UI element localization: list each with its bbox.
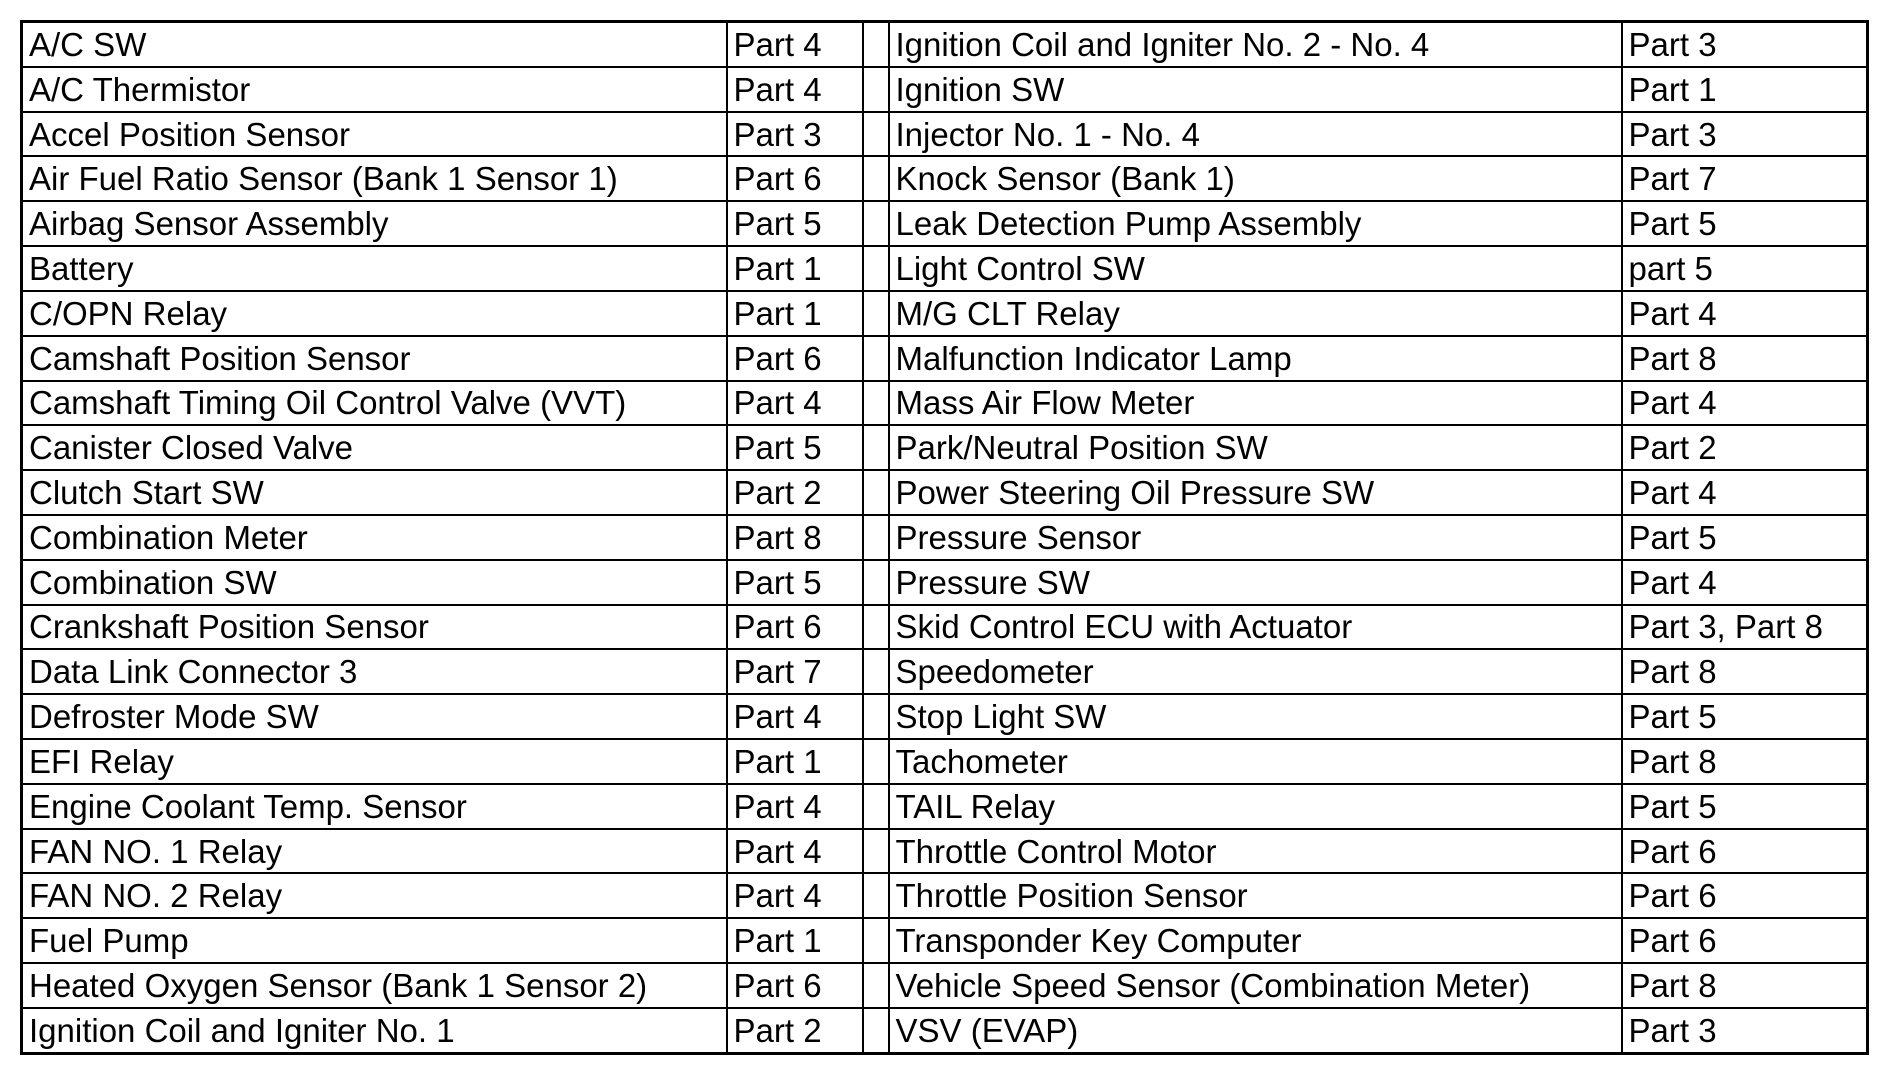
right-part-reference: Part 5 xyxy=(1622,784,1868,829)
right-part-reference: Part 8 xyxy=(1622,649,1868,694)
left-component-name: Airbag Sensor Assembly xyxy=(22,201,727,246)
right-part-reference: part 5 xyxy=(1622,246,1868,291)
right-part-reference: Part 5 xyxy=(1622,694,1868,739)
column-gap xyxy=(863,649,889,694)
left-part-reference: Part 6 xyxy=(727,156,863,201)
right-part-reference: Part 6 xyxy=(1622,918,1868,963)
left-part-reference: Part 6 xyxy=(727,605,863,650)
left-component-name: Fuel Pump xyxy=(22,918,727,963)
left-component-name: C/OPN Relay xyxy=(22,291,727,336)
right-component-name: Throttle Control Motor xyxy=(889,829,1622,874)
column-gap xyxy=(863,246,889,291)
right-component-name: Leak Detection Pump Assembly xyxy=(889,201,1622,246)
right-part-reference: Part 8 xyxy=(1622,336,1868,381)
table-row xyxy=(22,560,1868,605)
right-part-reference: Part 1 xyxy=(1622,67,1868,112)
right-part-reference: Part 5 xyxy=(1622,201,1868,246)
table-row xyxy=(22,156,1868,201)
table-row xyxy=(22,694,1868,739)
right-component-name: Ignition Coil and Igniter No. 2 - No. 4 xyxy=(889,22,1622,67)
right-component-name: Light Control SW xyxy=(889,246,1622,291)
right-component-name: Injector No. 1 - No. 4 xyxy=(889,112,1622,157)
left-component-name: Battery xyxy=(22,246,727,291)
left-part-reference: Part 4 xyxy=(727,873,863,918)
table-row xyxy=(22,1008,1868,1054)
left-part-reference: Part 6 xyxy=(727,963,863,1008)
table-row xyxy=(22,246,1868,291)
left-component-name: Engine Coolant Temp. Sensor xyxy=(22,784,727,829)
table-row xyxy=(22,67,1868,112)
left-part-reference: Part 1 xyxy=(727,739,863,784)
table-row xyxy=(22,291,1868,336)
table-row xyxy=(22,201,1868,246)
column-gap xyxy=(863,605,889,650)
right-part-reference: Part 5 xyxy=(1622,515,1868,560)
left-component-name: Accel Position Sensor xyxy=(22,112,727,157)
column-gap xyxy=(863,381,889,426)
table-row xyxy=(22,605,1868,650)
column-gap xyxy=(863,67,889,112)
left-component-name: Data Link Connector 3 xyxy=(22,649,727,694)
left-component-name: EFI Relay xyxy=(22,739,727,784)
left-component-name: Ignition Coil and Igniter No. 1 xyxy=(22,1008,727,1054)
left-part-reference: Part 3 xyxy=(727,112,863,157)
right-component-name: Skid Control ECU with Actuator xyxy=(889,605,1622,650)
right-part-reference: Part 4 xyxy=(1622,381,1868,426)
column-gap xyxy=(863,739,889,784)
table-row xyxy=(22,425,1868,470)
left-part-reference: Part 2 xyxy=(727,1008,863,1054)
table-row xyxy=(22,918,1868,963)
table-row xyxy=(22,22,1868,67)
right-component-name: Speedometer xyxy=(889,649,1622,694)
left-component-name: A/C SW xyxy=(22,22,727,67)
left-part-reference: Part 4 xyxy=(727,829,863,874)
right-component-name: Malfunction Indicator Lamp xyxy=(889,336,1622,381)
right-part-reference: Part 3 xyxy=(1622,22,1868,67)
left-component-name: Air Fuel Ratio Sensor (Bank 1 Sensor 1) xyxy=(22,156,727,201)
left-part-reference: Part 4 xyxy=(727,784,863,829)
column-gap xyxy=(863,560,889,605)
right-part-reference: Part 4 xyxy=(1622,291,1868,336)
right-component-name: Power Steering Oil Pressure SW xyxy=(889,470,1622,515)
column-gap xyxy=(863,425,889,470)
right-component-name: Park/Neutral Position SW xyxy=(889,425,1622,470)
left-component-name: Heated Oxygen Sensor (Bank 1 Sensor 2) xyxy=(22,963,727,1008)
column-gap xyxy=(863,873,889,918)
column-gap xyxy=(863,694,889,739)
column-gap xyxy=(863,201,889,246)
table-row xyxy=(22,515,1868,560)
table-row xyxy=(22,784,1868,829)
left-part-reference: Part 4 xyxy=(727,67,863,112)
left-component-name: Combination Meter xyxy=(22,515,727,560)
right-part-reference: Part 3 xyxy=(1622,1008,1868,1054)
right-component-name: Transponder Key Computer xyxy=(889,918,1622,963)
table-row xyxy=(22,336,1868,381)
column-gap xyxy=(863,22,889,67)
left-part-reference: Part 1 xyxy=(727,291,863,336)
right-component-name: Pressure SW xyxy=(889,560,1622,605)
table-row xyxy=(22,649,1868,694)
left-component-name: Defroster Mode SW xyxy=(22,694,727,739)
right-part-reference: Part 2 xyxy=(1622,425,1868,470)
left-part-reference: Part 8 xyxy=(727,515,863,560)
right-component-name: VSV (EVAP) xyxy=(889,1008,1622,1054)
left-component-name: Crankshaft Position Sensor xyxy=(22,605,727,650)
column-gap xyxy=(863,963,889,1008)
table-row xyxy=(22,829,1868,874)
left-component-name: Canister Closed Valve xyxy=(22,425,727,470)
left-part-reference: Part 4 xyxy=(727,694,863,739)
column-gap xyxy=(863,918,889,963)
column-gap xyxy=(863,515,889,560)
left-part-reference: Part 1 xyxy=(727,246,863,291)
left-component-name: Camshaft Timing Oil Control Valve (VVT) xyxy=(22,381,727,426)
table-row xyxy=(22,873,1868,918)
table-row xyxy=(22,112,1868,157)
column-gap xyxy=(863,1008,889,1054)
right-component-name: TAIL Relay xyxy=(889,784,1622,829)
left-part-reference: Part 4 xyxy=(727,381,863,426)
table-body xyxy=(22,22,1868,1054)
left-component-name: Camshaft Position Sensor xyxy=(22,336,727,381)
left-part-reference: Part 5 xyxy=(727,201,863,246)
column-gap xyxy=(863,291,889,336)
left-part-reference: Part 4 xyxy=(727,22,863,67)
right-part-reference: Part 7 xyxy=(1622,156,1868,201)
left-part-reference: Part 2 xyxy=(727,470,863,515)
column-gap xyxy=(863,112,889,157)
left-part-reference: Part 7 xyxy=(727,649,863,694)
right-component-name: Vehicle Speed Sensor (Combination Meter) xyxy=(889,963,1622,1008)
right-part-reference: Part 8 xyxy=(1622,739,1868,784)
left-component-name: A/C Thermistor xyxy=(22,67,727,112)
column-gap xyxy=(863,156,889,201)
right-component-name: Ignition SW xyxy=(889,67,1622,112)
right-component-name: Tachometer xyxy=(889,739,1622,784)
right-part-reference: Part 6 xyxy=(1622,829,1868,874)
right-part-reference: Part 3 xyxy=(1622,112,1868,157)
right-component-name: Knock Sensor (Bank 1) xyxy=(889,156,1622,201)
left-component-name: Combination SW xyxy=(22,560,727,605)
table-row xyxy=(22,470,1868,515)
right-part-reference: Part 8 xyxy=(1622,963,1868,1008)
right-component-name: Throttle Position Sensor xyxy=(889,873,1622,918)
column-gap xyxy=(863,336,889,381)
right-component-name: Mass Air Flow Meter xyxy=(889,381,1622,426)
left-part-reference: Part 5 xyxy=(727,425,863,470)
left-part-reference: Part 5 xyxy=(727,560,863,605)
left-component-name: FAN NO. 1 Relay xyxy=(22,829,727,874)
left-part-reference: Part 1 xyxy=(727,918,863,963)
right-part-reference: Part 3, Part 8 xyxy=(1622,605,1868,650)
column-gap xyxy=(863,470,889,515)
table-row xyxy=(22,381,1868,426)
right-part-reference: Part 4 xyxy=(1622,560,1868,605)
right-component-name: M/G CLT Relay xyxy=(889,291,1622,336)
column-gap xyxy=(863,784,889,829)
column-gap xyxy=(863,829,889,874)
right-part-reference: Part 6 xyxy=(1622,873,1868,918)
right-component-name: Stop Light SW xyxy=(889,694,1622,739)
table-row xyxy=(22,739,1868,784)
left-part-reference: Part 6 xyxy=(727,336,863,381)
right-component-name: Pressure Sensor xyxy=(889,515,1622,560)
left-component-name: Clutch Start SW xyxy=(22,470,727,515)
table-row xyxy=(22,963,1868,1008)
right-part-reference: Part 4 xyxy=(1622,470,1868,515)
component-index-table xyxy=(20,20,1869,1055)
left-component-name: FAN NO. 2 Relay xyxy=(22,873,727,918)
